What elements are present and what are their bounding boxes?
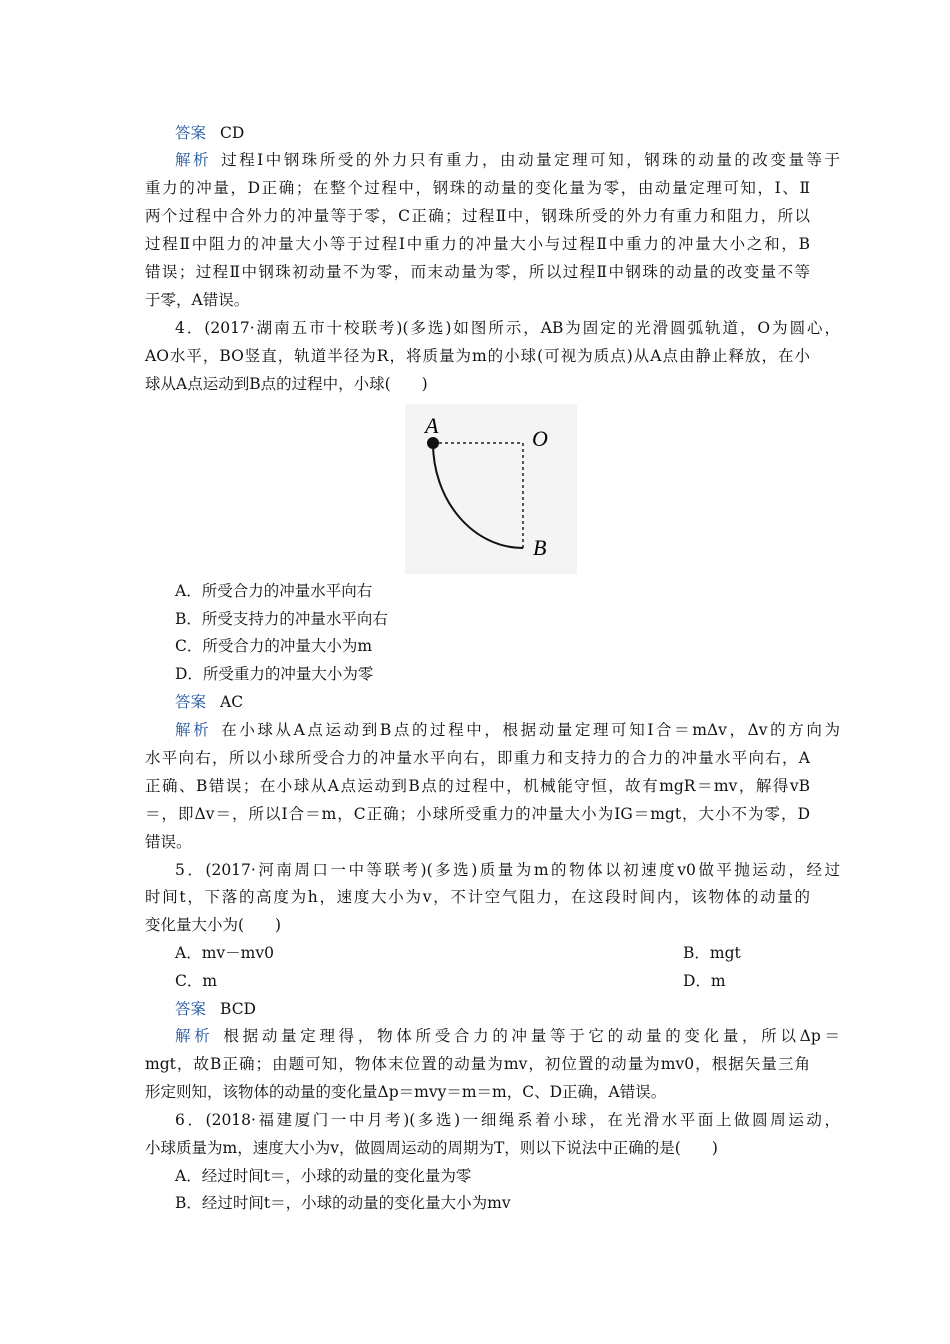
option-d: D．m xyxy=(683,972,726,990)
text-line: 正确、B错误；在小球从A点运动到B点的过程中，机械能守恒，故有mgR＝mv，解得vB xyxy=(145,777,810,795)
answer-tag: 答案 xyxy=(175,124,207,142)
text-line: 错误；过程Ⅱ中钢珠初动量不为零，而末动量为零，所以过程Ⅱ中钢珠的动量的改变量不等 xyxy=(145,263,810,281)
option-b: B．经过时间t＝，小球的动量的变化量大小为mv xyxy=(175,1194,511,1212)
answer-label-3 xyxy=(175,996,840,1022)
arc-track-figure xyxy=(405,404,577,574)
label-o: O xyxy=(532,426,548,451)
analysis-tag: 解析 xyxy=(175,151,212,169)
arc-path xyxy=(433,443,523,548)
label-a: A xyxy=(425,413,439,438)
text-line: 小球质量为m，速度大小为v，做圆周运动的周期为T，则以下说法中正确的是( ) xyxy=(145,1139,718,1157)
text-line: 于零，A错误。 xyxy=(145,291,250,309)
option-c: C．所受合力的冲量大小为m xyxy=(175,637,373,655)
text-line: 过程Ⅱ中阻力的冲量大小等于过程Ⅰ中重力的冲量大小与过程Ⅱ中重力的冲量大小之和，B xyxy=(145,235,810,253)
text-line: 变化量大小为( ) xyxy=(145,916,282,934)
analysis-tag: 解析 xyxy=(175,1027,214,1045)
arc-diagram xyxy=(405,404,577,574)
question-5-line: 5．(2017·河南周口一中等联考)(多选)质量为m的物体以初速度v0做平抛运动，经过 xyxy=(175,861,840,879)
text-line: 球从A点运动到B点的过程中，小球( ) xyxy=(145,375,428,393)
text-line: 形定则知，该物体的动量的变化量Δp＝mvy＝m＝m，C、D正确，A错误。 xyxy=(145,1083,667,1101)
option-b: B．所受支持力的冲量水平向右 xyxy=(175,610,388,628)
analysis-text: 在小球从A点运动到B点的过程中，根据动量定理可知I合＝mΔv，Δv的方向为 xyxy=(221,721,840,739)
analysis-text: 根据动量定理得，物体所受合力的冲量等于它的动量的变化量，所以Δp＝ xyxy=(223,1027,840,1045)
option-b: B．mgt xyxy=(683,944,741,962)
option-c: C．m xyxy=(175,972,218,990)
text-line: 两个过程中合外力的冲量等于零，C正确；过程Ⅱ中，钢珠所受的外力有重力和阻力，所以 xyxy=(145,207,810,225)
answer-value: AC xyxy=(220,693,244,711)
analysis-text: 过程Ⅰ中钢珠所受的外力只有重力，由动量定理可知，钢珠的动量的改变量等于 xyxy=(221,151,840,169)
analysis-tag: 解析 xyxy=(175,721,212,739)
question-6-line: 6．(2018·福建厦门一中月考)(多选)一细绳系着小球，在光滑水平面上做圆周运动， xyxy=(175,1111,840,1129)
text-line: 重力的冲量，D正确；在整个过程中，钢珠的动量的变化量为零，由动量定理可知，Ⅰ、Ⅱ xyxy=(145,179,810,197)
answer-label-1 xyxy=(175,120,840,146)
text-line: 时间t，下落的高度为h，速度大小为v，不计空气阻力，在这段时间内，该物体的动量的 xyxy=(145,888,810,906)
option-a: A．经过时间t＝，小球的动量的变化量为零 xyxy=(175,1167,472,1185)
analysis-line xyxy=(175,147,840,173)
option-a: A．所受合力的冲量水平向右 xyxy=(175,582,373,600)
text-line: mgt，故B正确；由题可知，物体末位置的动量为mv，初位置的动量为mv0，根据矢量三角 xyxy=(145,1055,810,1073)
option-row xyxy=(175,968,840,994)
answer-tag: 答案 xyxy=(175,693,207,711)
text-line: 错误。 xyxy=(145,833,192,851)
analysis-line xyxy=(175,717,840,743)
option-a: A．mv－mv0 xyxy=(175,944,274,962)
ball-marker xyxy=(427,437,439,449)
question-4-line: 4．(2017·湖南五市十校联考)(多选)如图所示，AB为固定的光滑圆弧轨道，O为圆心， xyxy=(175,319,840,337)
answer-label-2 xyxy=(175,689,840,715)
label-b: B xyxy=(533,535,547,560)
answer-tag: 答案 xyxy=(175,1000,207,1018)
option-d: D．所受重力的冲量大小为零 xyxy=(175,665,374,683)
text-line: 水平向右，所以小球所受合力的冲量水平向右，即重力和支持力的合力的冲量水平向右，A xyxy=(145,749,810,767)
answer-value: CD xyxy=(220,124,245,142)
option-row xyxy=(175,940,840,966)
text-line: AO水平，BO竖直，轨道半径为R，将质量为m的小球(可视为质点)从A点由静止释放，在小 xyxy=(145,347,810,365)
analysis-line xyxy=(175,1023,840,1049)
answer-value: BCD xyxy=(220,1000,256,1018)
text-line: ＝，即Δv＝，所以I合＝m，C正确；小球所受重力的冲量大小为IG＝mgt，大小不为零，D xyxy=(145,805,810,823)
